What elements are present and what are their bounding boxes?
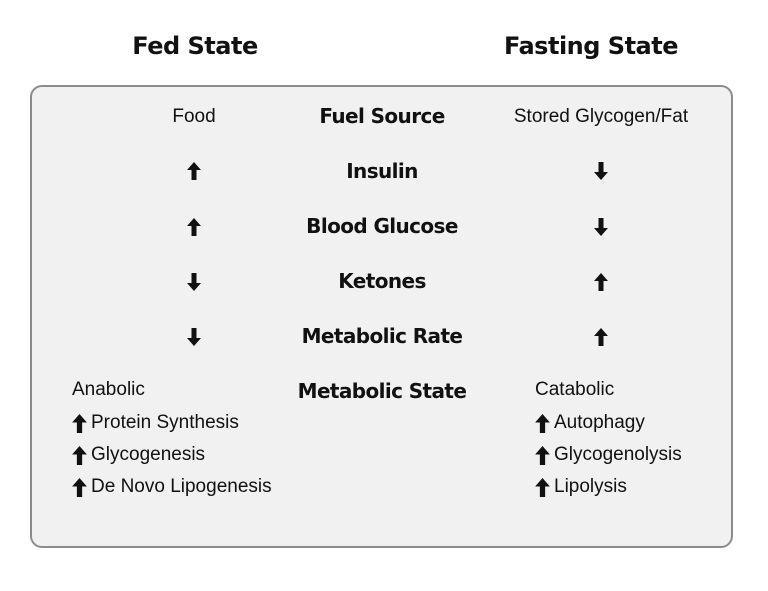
fed-blood-glucose-up-icon: [187, 218, 201, 236]
list-item: [72, 407, 272, 439]
arrow-up-icon: [72, 414, 87, 433]
fed-fuel-source-value: Food: [172, 106, 216, 127]
fasting-ketones-up-icon: [594, 273, 608, 291]
fed-state-type: Anabolic: [72, 379, 145, 400]
process-label: Autophagy: [554, 412, 645, 433]
row-label-insulin: Insulin: [346, 159, 418, 183]
row-label-metabolic-rate: Metabolic Rate: [301, 324, 463, 348]
row-label-metabolic-state: Metabolic State: [297, 379, 467, 403]
arrow-up-icon: [535, 446, 550, 465]
arrow-up-icon: [535, 478, 550, 497]
row-label-ketones: Ketones: [338, 269, 426, 293]
fed-metabolic-rate-down-icon: [187, 328, 201, 346]
list-item: [535, 471, 682, 503]
fed-ketones-down-icon: [187, 273, 201, 291]
process-label: Glycogenesis: [91, 444, 206, 465]
list-item: [72, 439, 272, 471]
fasting-state-type: Catabolic: [535, 379, 615, 400]
fasting-metabolic-state-block: [535, 379, 682, 503]
fed-metabolic-state-block: [72, 379, 272, 503]
row-label-fuel-source: Fuel Source: [319, 104, 445, 128]
fasting-insulin-down-icon: [594, 162, 608, 180]
row-label-blood-glucose: Blood Glucose: [306, 214, 458, 238]
fed-state-header: Fed State: [132, 32, 258, 60]
list-item: [535, 407, 682, 439]
process-label: Lipolysis: [554, 476, 627, 497]
list-item: [72, 471, 272, 503]
list-item: [535, 439, 682, 471]
process-label: Protein Synthesis: [91, 412, 239, 433]
fasting-fuel-source-value: Stored Glycogen/Fat: [513, 106, 689, 127]
process-label: Glycogenolysis: [554, 444, 682, 465]
fasting-blood-glucose-down-icon: [594, 218, 608, 236]
arrow-up-icon: [72, 446, 87, 465]
arrow-up-icon: [535, 414, 550, 433]
fasting-metabolic-rate-up-icon: [594, 328, 608, 346]
process-label: De Novo Lipogenesis: [91, 476, 272, 497]
fasting-state-header: Fasting State: [504, 32, 678, 60]
arrow-up-icon: [72, 478, 87, 497]
fed-insulin-up-icon: [187, 162, 201, 180]
